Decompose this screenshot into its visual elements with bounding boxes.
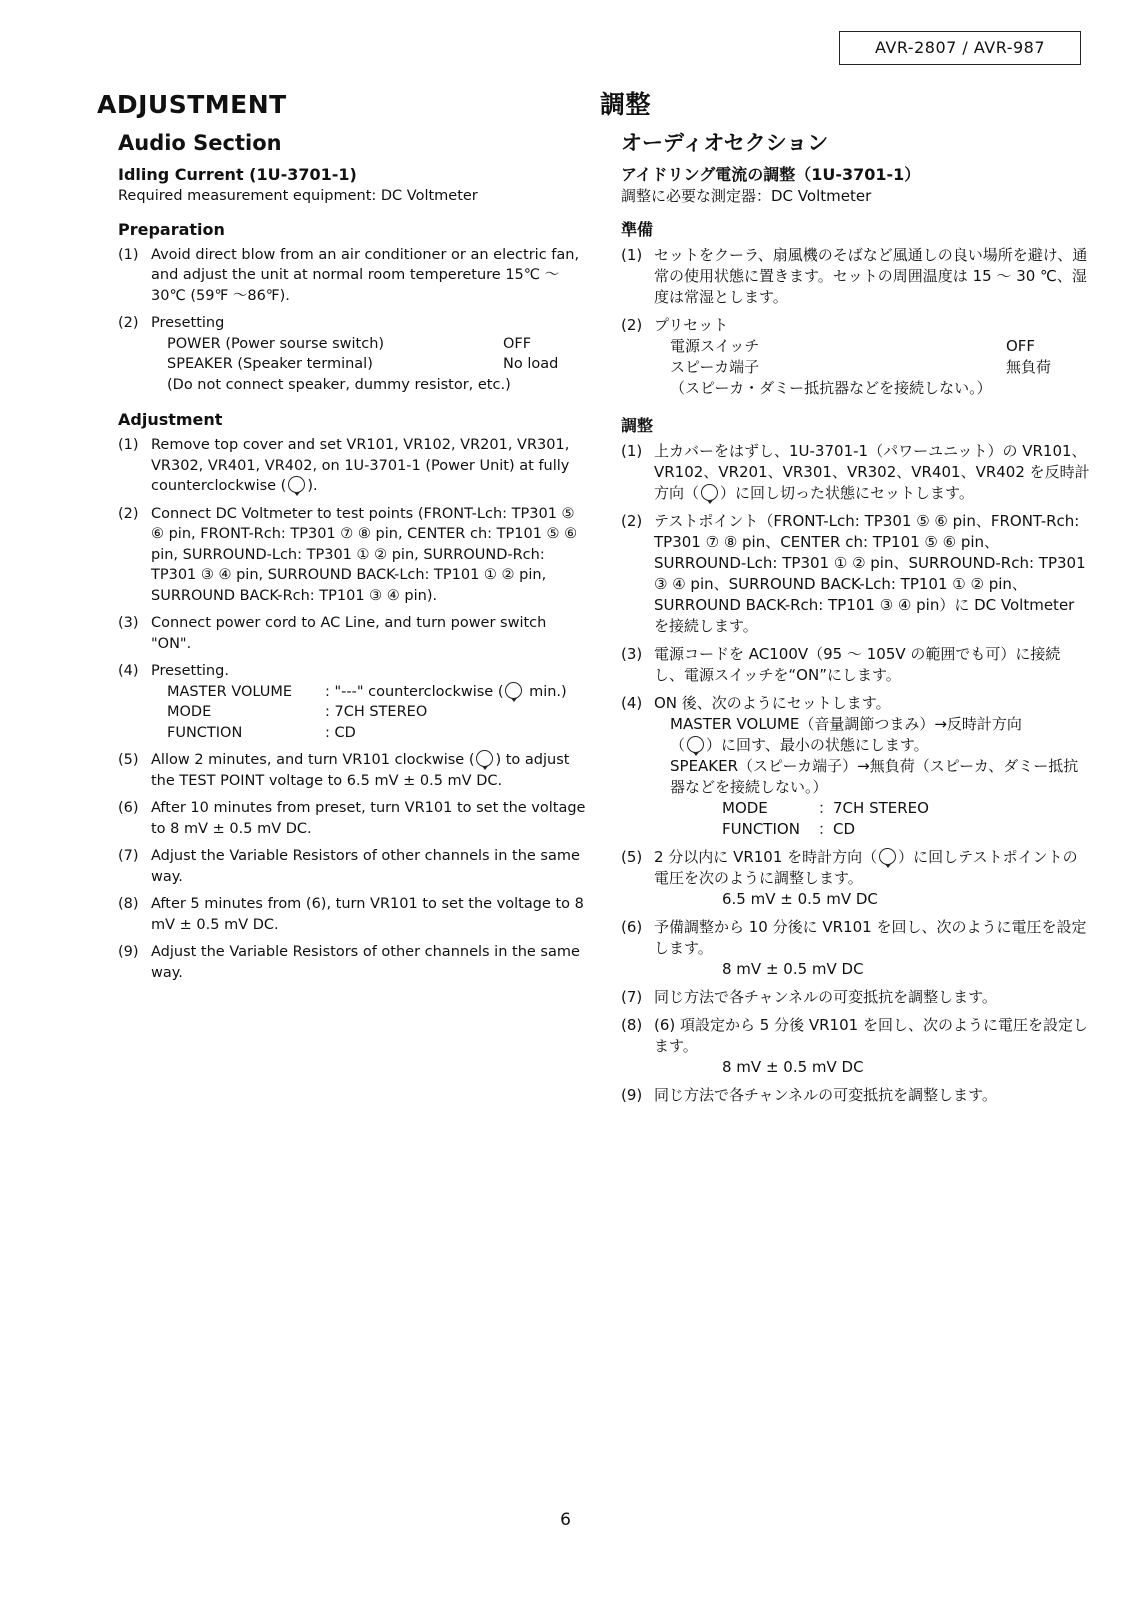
subsection-title-ja: アイドリング電流の調整（1U-3701-1）	[621, 165, 921, 184]
preparation-heading: Preparation	[118, 219, 225, 239]
preset-key: MODE	[722, 799, 768, 817]
adjustment-list-ja	[621, 441, 1090, 1106]
step-number: (3)	[118, 615, 139, 631]
step-text: ) to adjust the TEST POINT voltage to 6.5 mV ± 0.5 mV DC.	[151, 752, 570, 789]
step-number: (8)	[621, 1016, 643, 1034]
step-text: ON 後、次のようにセットします。	[654, 694, 891, 712]
preset-note-ja: （スピーカ・ダミー抵抗器などを接続しない。）	[670, 379, 992, 397]
step-text: After 5 minutes from (6), turn VR101 to set the voltage to 8 mV ± 0.5 mV DC.	[151, 896, 584, 933]
step-text: プリセット	[654, 316, 729, 334]
adjustment-heading-ja: 調整	[621, 416, 654, 435]
step-number: (2)	[621, 316, 643, 334]
step-text: Connect DC Voltmeter to test points (FRONT-Lch: TP301 ⑤ ⑥ pin, FRONT-Rch: TP301 ⑦ ⑧ pin, CENTER ch: TP101 ⑤ ⑥ pin, SURROUND-Lch: TP301 ① ② pin, SURROUND-Rch: TP301 ③ ④ pin, SURROUND BACK-Lch: TP101 ① ② pin, SURROUND BACK-Rch: TP101 ③ ④ pin).	[151, 505, 578, 604]
list-item	[118, 894, 587, 935]
preset-table-ja	[654, 798, 1090, 840]
preset-value: : 7CH STEREO	[325, 704, 428, 720]
list-item	[118, 245, 587, 307]
model-number-box: AVR-2807 / AVR-987	[839, 31, 1081, 65]
step-number: (4)	[118, 663, 139, 679]
preset-value: ：7CH STEREO	[818, 799, 929, 817]
preset-value: ：CD	[818, 820, 856, 838]
step-text: After 10 minutes from preset, turn VR101 to set the voltage to 8 mV ± 0.5 mV DC.	[151, 800, 586, 837]
section-title: Audio Section	[118, 131, 282, 155]
list-item	[621, 693, 1090, 840]
speaker-line: SPEAKER（スピーカ端子）→無負荷（スピーカ、ダミー抵抗器などを接続しない。）	[670, 757, 1079, 796]
step-text: Adjust the Variable Resistors of other channels in the same way.	[151, 944, 580, 981]
preset-table	[151, 334, 587, 375]
target-voltage: 8 mV ± 0.5 mV DC	[722, 960, 864, 978]
step-text: テストポイント（FRONT-Lch: TP301 ⑤ ⑥ pin、FRONT-Rch: TP301 ⑦ ⑧ pin、CENTER ch: TP101 ⑤ ⑥ pin、SURROUND-Lch: TP301 ① ② pin、SURROUND-Rch: TP301 ③ ④ pin、SURROUND BACK-Lch: TP101 ① ② pin、SURROUND BACK-Rch: TP101 ③ ④ pin）に DC Voltmeter を接続します。	[654, 512, 1086, 635]
list-item	[621, 987, 1090, 1008]
list-item	[118, 661, 587, 743]
master-volume-line: MASTER VOLUME（音量調節つまみ）→反時計方向	[670, 715, 1022, 733]
preset-value: No load	[503, 356, 559, 372]
list-item	[118, 942, 587, 983]
step-text: (6) 項設定から 5 分後 VR101 を回し、次のように電圧を設定します。	[654, 1016, 1088, 1055]
list-item	[621, 917, 1090, 980]
step-number: (8)	[118, 896, 139, 912]
step-number: (2)	[118, 505, 139, 522]
list-item	[118, 846, 587, 887]
list-item	[621, 1015, 1090, 1078]
step-number: (6)	[621, 918, 643, 936]
preset-value: 無負荷	[1006, 358, 1052, 376]
preparation-list	[118, 245, 587, 396]
list-item	[621, 644, 1090, 686]
clockwise-icon	[879, 848, 896, 865]
step-number: (5)	[621, 848, 643, 866]
preset-key: POWER (Power sourse switch)	[167, 335, 385, 352]
list-item	[621, 847, 1090, 910]
step-text: Remove top cover and set VR101, VR102, VR201, VR301, VR302, VR401, VR402, on 1U-3701-1 (Power Unit) at fully counterclockwise (	[151, 437, 570, 494]
adjustment-list	[118, 435, 587, 983]
step-text: ）に回し切った状態にセットします。	[720, 484, 974, 502]
english-column	[97, 88, 587, 990]
list-item	[621, 245, 1090, 308]
step-number: (2)	[621, 512, 643, 530]
step-text: 同じ方法で各チャンネルの可変抵抗を調整します。	[654, 988, 997, 1006]
step-text: Presetting	[151, 315, 225, 331]
step-text: 上カバーをはずし、1U-3701-1（パワーユニット）の VR101、VR102、VR201、VR301、VR302、VR401、VR402 を反時計方向（	[654, 442, 1090, 502]
step-text: ).	[307, 478, 318, 494]
preset-key: 電源スイッチ	[670, 337, 760, 355]
step-number: (6)	[118, 800, 139, 816]
step-number: (1)	[621, 246, 643, 264]
list-item	[621, 1085, 1090, 1106]
counterclockwise-icon	[505, 682, 522, 699]
preset-key: スピーカ端子	[670, 358, 760, 376]
step-number: (5)	[118, 752, 139, 768]
step-number: (3)	[621, 645, 643, 663]
list-item	[621, 441, 1090, 504]
step-text: Presetting.	[151, 663, 229, 679]
preset-value: : "---" counterclockwise ( min.)	[325, 683, 567, 700]
master-volume-line: （ ）に回す、最小の状態にします。	[670, 736, 929, 754]
page-number: 6	[560, 1510, 571, 1530]
list-item	[118, 750, 587, 791]
counterclockwise-icon	[701, 484, 718, 501]
step-text: Avoid direct blow from an air conditioner or an electric fan, and adjust the unit at normal room tempereture 15℃ ～30℃ (59℉ ～86℉).	[151, 246, 580, 304]
step-number: (1)	[118, 246, 139, 263]
page-title: ADJUSTMENT	[97, 90, 287, 119]
step-number: (1)	[118, 437, 139, 453]
counterclockwise-icon	[687, 736, 704, 753]
step-text: 電源コードを AC100V（95 ～ 105V の範囲でも可）に接続し、電源スイッチを“ON”にします。	[654, 645, 1061, 684]
preset-key: FUNCTION	[167, 724, 243, 741]
preset-key: SPEAKER (Speaker terminal)	[167, 356, 373, 372]
step-text: ）に回しテストポイントの電圧を次のように調整します。	[654, 848, 1078, 887]
step-text: セットをクーラ、扇風機のそばなど風通しの良い場所を避け、通常の使用状態に置きます。セットの周囲温度は 15 ～ 30 ℃、湿度は常湿とします。	[654, 246, 1088, 306]
step-text: 同じ方法で各チャンネルの可変抵抗を調整します。	[654, 1086, 997, 1104]
step-number: (7)	[621, 988, 643, 1006]
step-text: Adjust the Variable Resistors of other channels in the same way.	[151, 848, 580, 885]
japanese-column	[600, 88, 1090, 1113]
step-text: 2 分以内に VR101 を時計方向（	[654, 848, 878, 866]
step-text: 予備調整から 10 分後に VR101 を回し、次のように電圧を設定します。	[654, 918, 1087, 957]
target-voltage: 8 mV ± 0.5 mV DC	[722, 1058, 864, 1076]
step-number: (7)	[118, 848, 139, 864]
preset-value: : CD	[325, 724, 356, 741]
equipment-note: Required measurement equipment: DC Voltmeter	[118, 188, 478, 204]
preset-value: OFF	[503, 335, 532, 352]
step-number: (9)	[118, 944, 139, 960]
counterclockwise-icon	[288, 476, 305, 493]
list-item	[118, 504, 587, 607]
step-number: (1)	[621, 442, 643, 460]
preset-key: MODE	[167, 704, 212, 720]
equipment-note-ja: 調整に必要な測定器：DC Voltmeter	[621, 187, 872, 205]
preset-key: MASTER VOLUME	[167, 683, 293, 700]
preset-table	[151, 682, 587, 744]
step-text: Connect power cord to AC Line, and turn power switch "ON".	[151, 615, 547, 652]
page-title-ja: 調整	[600, 90, 652, 119]
step-number: (4)	[621, 694, 643, 712]
adjustment-heading: Adjustment	[118, 410, 223, 429]
target-voltage: 6.5 mV ± 0.5 mV DC	[722, 890, 878, 908]
preparation-list-ja	[621, 245, 1090, 399]
list-item	[118, 613, 587, 654]
subsection-title: Idling Current (1U-3701-1)	[118, 165, 357, 184]
preset-value: OFF	[1006, 337, 1036, 355]
preset-note: (Do not connect speaker, dummy resistor, etc.)	[167, 376, 511, 393]
step-number: (2)	[118, 315, 139, 331]
list-item	[621, 511, 1090, 637]
step-text: Allow 2 minutes, and turn VR101 clockwise (	[151, 752, 475, 768]
preparation-heading-ja: 準備	[621, 220, 654, 239]
list-item	[118, 313, 587, 395]
list-item	[118, 798, 587, 839]
preset-table-ja	[654, 336, 1090, 378]
clockwise-icon	[476, 750, 493, 767]
list-item	[621, 315, 1090, 399]
section-title-ja: オーディオセクション	[621, 131, 829, 155]
list-item	[118, 435, 587, 497]
preset-key: FUNCTION	[722, 820, 800, 838]
step-number: (9)	[621, 1086, 643, 1104]
